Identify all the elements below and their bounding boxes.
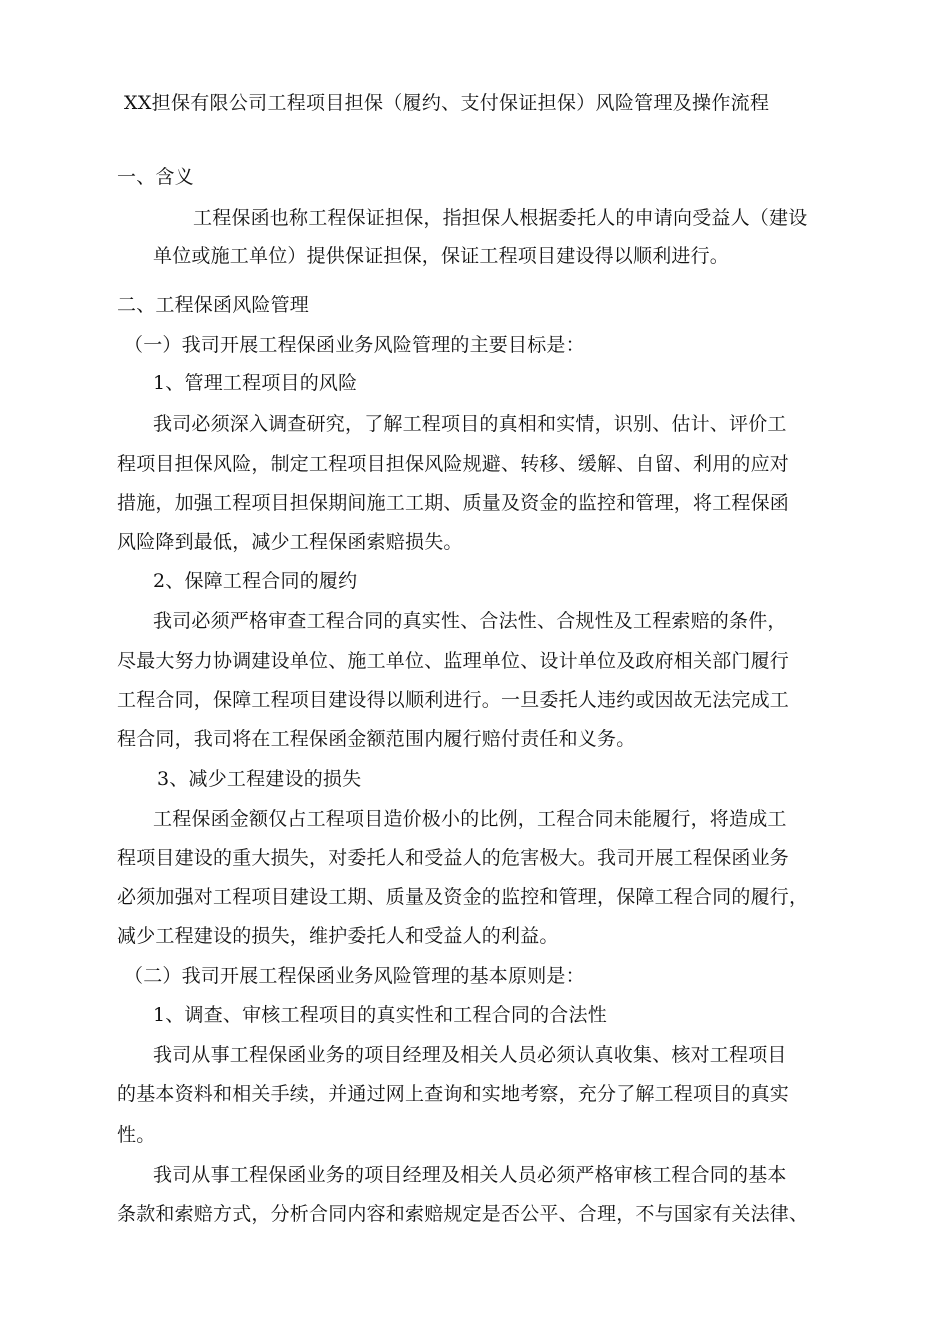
paragraph-line: 工程合同，保障工程项目建设得以顺利进行。一旦委托人违约或因故无法完成工 [117,689,790,711]
subheading-main-goals: （一）我司开展工程保函业务风险管理的主要目标是： [124,334,585,356]
item-heading: 3、减少工程建设的损失 [157,768,362,790]
paragraph-line: 性。 [117,1124,156,1146]
paragraph-line: 我司必须严格审查工程合同的真实性、合法性、合规性及工程索赔的条件， [153,610,787,632]
paragraph-line: 措施，加强工程项目担保期间施工工期、质量及资金的监控和管理，将工程保函 [117,492,790,514]
paragraph-line: 条款和索赔方式，分析合同内容和索赔规定是否公平、合理，不与国家有关法律、 [117,1203,809,1225]
heading-risk-management: 二、工程保函风险管理 [117,294,310,316]
paragraph-line: 工程保函金额仅占工程项目造价极小的比例，工程合同未能履行，将造成工 [153,808,787,830]
paragraph-line: 单位或施工单位）提供保证担保，保证工程项目建设得以顺利进行。 [153,245,730,267]
paragraph-line: 尽最大努力协调建设单位、施工单位、监理单位、设计单位及政府相关部门履行 [117,650,790,672]
item-heading: 2、保障工程合同的履约 [153,570,358,592]
paragraph-line: 程项目担保风险，制定工程项目担保风险规避、转移、缓解、自留、利用的应对 [117,453,790,475]
paragraph-line: 减少工程建设的损失，维护委托人和受益人的利益。 [117,925,559,947]
paragraph-line: 我司必须深入调查研究，了解工程项目的真相和实情，识别、估计、评价工 [153,413,787,435]
paragraph-line: 风险降到最低，减少工程保函索赔损失。 [117,531,463,553]
document-title: XX担保有限公司工程项目担保（履约、支付保证担保）风险管理及操作流程 [124,92,770,114]
paragraph-line: 我司从事工程保函业务的项目经理及相关人员必须严格审核工程合同的基本 [153,1164,787,1186]
paragraph-line: 我司从事工程保函业务的项目经理及相关人员必须认真收集、核对工程项目 [153,1044,787,1066]
paragraph-line: 必须加强对工程项目建设工期、质量及资金的监控和管理，保障工程合同的履行， [117,886,809,908]
paragraph-line: 程合同，我司将在工程保函金额范围内履行赔付责任和义务。 [117,728,636,750]
item-heading: 1、调查、审核工程项目的真实性和工程合同的合法性 [153,1004,607,1026]
item-heading: 1、管理工程项目的风险 [153,372,358,394]
subheading-basic-principles: （二）我司开展工程保函业务风险管理的基本原则是： [124,965,585,987]
paragraph-line: 程项目建设的重大损失，对委托人和受益人的危害极大。我司开展工程保函业务 [117,847,790,869]
paragraph-line: 工程保函也称工程保证担保，指担保人根据委托人的申请向受益人（建设 [193,207,808,229]
heading-definition: 一、含义 [117,166,194,188]
paragraph-line: 的基本资料和相关手续，并通过网上查询和实地考察，充分了解工程项目的真实 [117,1083,790,1105]
